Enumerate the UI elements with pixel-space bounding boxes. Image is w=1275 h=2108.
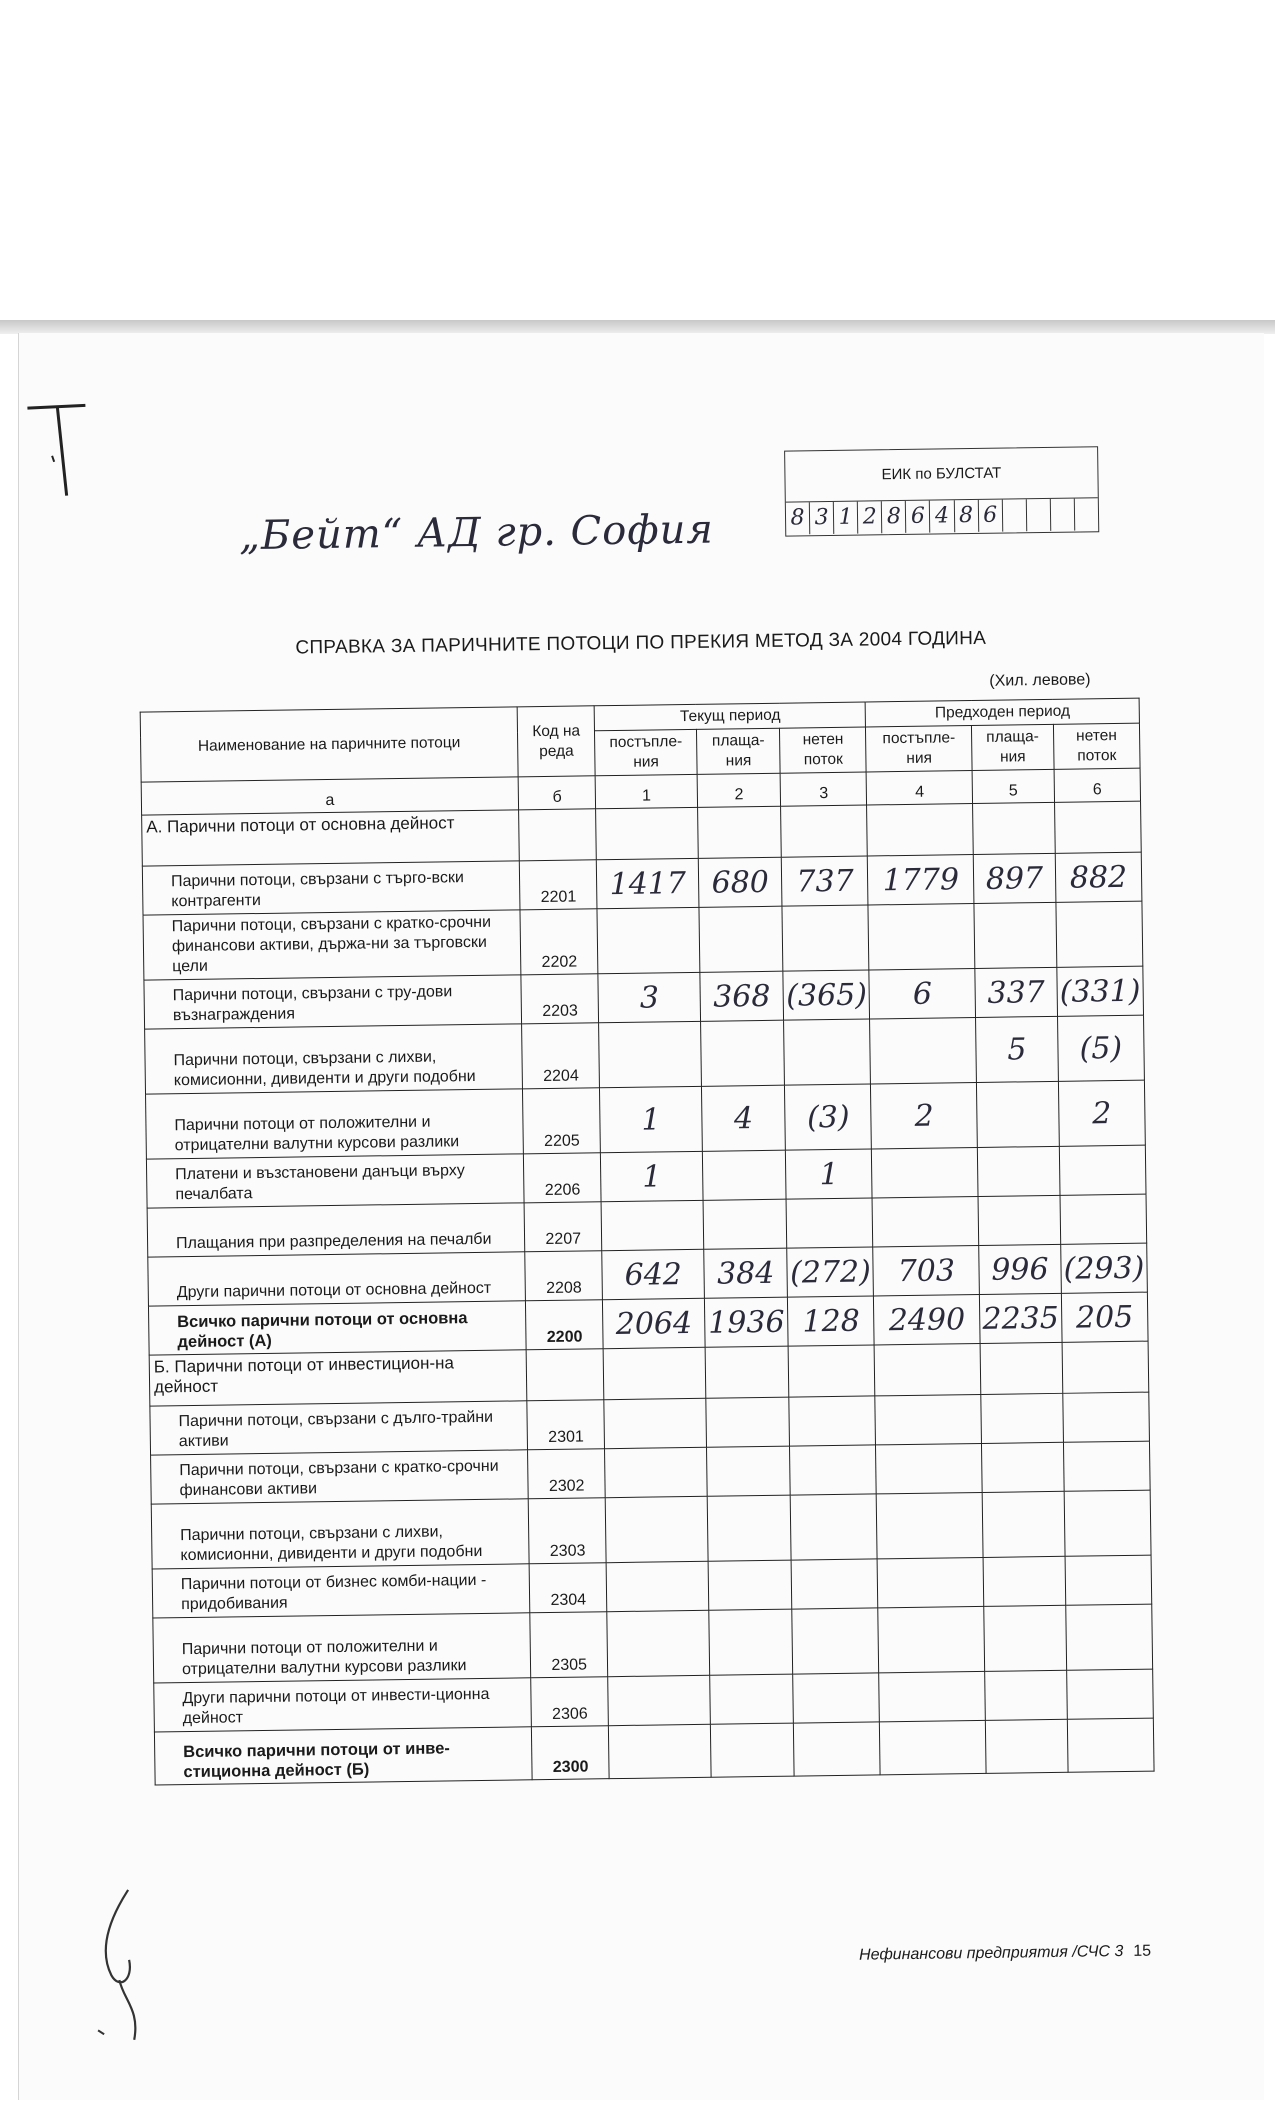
header-net-previous: нетен поток bbox=[1053, 723, 1140, 769]
value-cell: 205 bbox=[1061, 1292, 1148, 1342]
value-cell bbox=[707, 1495, 791, 1561]
value-cell bbox=[973, 802, 1055, 854]
signature-scribble bbox=[88, 1879, 170, 2050]
row-name: Парични потоци от положителни и отрицателни валутни курсови разлики bbox=[153, 1613, 531, 1683]
row-code: 2200 bbox=[525, 1300, 603, 1350]
value-cell: 680 bbox=[698, 857, 782, 907]
value-cell bbox=[606, 1561, 708, 1611]
value-cell: 384 bbox=[704, 1248, 788, 1298]
header-net-current: нетен поток bbox=[780, 727, 867, 773]
header-name: Наименование на паричните потоци bbox=[140, 707, 518, 782]
index-cell: 4 bbox=[867, 771, 973, 805]
row-code: 2208 bbox=[525, 1251, 603, 1301]
value-cell bbox=[781, 805, 868, 857]
value-cell bbox=[877, 1492, 983, 1558]
header-current: Текущ период bbox=[595, 702, 866, 731]
company-handwritten: „Бейт“ АД гр. София bbox=[238, 506, 715, 560]
eik-digit-cell: 8 bbox=[954, 500, 979, 532]
value-cell bbox=[788, 1345, 875, 1397]
row-name: Парични потоци, свързани с дълго-трайни активи bbox=[150, 1401, 528, 1455]
value-cell: (5) bbox=[1057, 1015, 1144, 1081]
row-code: 2304 bbox=[529, 1563, 607, 1613]
value-cell bbox=[792, 1608, 879, 1674]
value-cell: (293) bbox=[1061, 1243, 1148, 1293]
value-cell bbox=[699, 906, 783, 972]
value-cell bbox=[596, 807, 698, 859]
value-cell bbox=[974, 902, 1057, 968]
eik-digit-cell: 3 bbox=[810, 502, 835, 534]
eik-digit-cell: 6 bbox=[978, 500, 1003, 532]
value-cell: 2 bbox=[871, 1082, 977, 1148]
value-cell: (331) bbox=[1057, 966, 1144, 1016]
value-cell bbox=[786, 1198, 873, 1248]
value-cell bbox=[978, 1195, 1060, 1245]
eik-digit-cell bbox=[1027, 499, 1052, 531]
value-cell: 996 bbox=[979, 1244, 1061, 1294]
row-name: Платени и възстановени данъци върху печалбата bbox=[146, 1154, 524, 1208]
row-name: Парични потоци, свързани с кратко-срочни финансови активи, държа-ни за търговски цели bbox=[143, 910, 521, 980]
value-cell bbox=[980, 1342, 1062, 1394]
eik-digit-cell bbox=[1051, 499, 1076, 531]
report-title: СПРАВКА ЗА ПАРИЧНИТЕ ПОТОЦИ ПО ПРЕКИЯ МЕТОД ЗА 2004 ГОДИНА bbox=[295, 627, 987, 659]
value-cell bbox=[606, 1496, 708, 1562]
index-cell: 6 bbox=[1054, 768, 1141, 802]
row-code: 2302 bbox=[528, 1449, 606, 1499]
eik-digits bbox=[786, 498, 1098, 534]
cash-flow-table bbox=[140, 698, 1155, 1786]
eik-label: ЕИК по БУЛСТАТ bbox=[785, 447, 1098, 502]
value-cell bbox=[878, 1606, 984, 1672]
document-page bbox=[18, 333, 1264, 2100]
value-cell bbox=[601, 1200, 703, 1250]
value-cell: 3 bbox=[598, 972, 700, 1022]
value-cell bbox=[784, 1019, 871, 1085]
value-cell bbox=[710, 1674, 794, 1724]
value-cell bbox=[1065, 1555, 1152, 1605]
value-cell bbox=[791, 1494, 878, 1560]
value-cell bbox=[710, 1723, 794, 1777]
footer-text: Нефинансови предприятия /СЧС 3 bbox=[858, 1943, 1124, 1964]
value-cell bbox=[983, 1556, 1065, 1606]
value-cell bbox=[706, 1397, 790, 1447]
value-cell bbox=[1063, 1441, 1150, 1491]
margin-t-mark bbox=[21, 395, 93, 506]
value-cell: 703 bbox=[873, 1245, 979, 1295]
row-name: Парични потоци от бизнес комби-нации - придобивания bbox=[152, 1564, 530, 1618]
value-cell: 6 bbox=[869, 969, 975, 1019]
row-name: Други парични потоци от основна дейност bbox=[148, 1252, 526, 1306]
index-cell: 1 bbox=[596, 774, 698, 808]
value-cell bbox=[876, 1443, 982, 1493]
value-cell: 882 bbox=[1055, 852, 1142, 902]
value-cell bbox=[977, 1146, 1059, 1196]
row-code: 2206 bbox=[523, 1153, 601, 1203]
row-code: 2300 bbox=[531, 1726, 609, 1780]
header-code: Код на реда bbox=[517, 706, 595, 777]
code-cell bbox=[526, 1349, 604, 1401]
value-cell bbox=[982, 1442, 1064, 1492]
row-code: 2301 bbox=[527, 1400, 605, 1450]
value-cell: 4 bbox=[701, 1085, 785, 1151]
value-cell bbox=[867, 804, 973, 856]
value-cell: 1 bbox=[786, 1149, 873, 1199]
value-cell bbox=[791, 1559, 878, 1609]
value-cell bbox=[984, 1605, 1067, 1671]
value-cell bbox=[790, 1445, 877, 1495]
eik-digit-cell: 4 bbox=[930, 500, 955, 532]
value-cell: 1936 bbox=[704, 1297, 788, 1347]
eik-digit-cell: 8 bbox=[786, 502, 811, 534]
value-cell bbox=[703, 1199, 787, 1249]
value-cell: 737 bbox=[782, 856, 869, 906]
value-cell bbox=[1054, 801, 1141, 853]
value-cell bbox=[880, 1720, 986, 1774]
value-cell: 1 bbox=[601, 1151, 703, 1201]
page-number: 15 bbox=[1133, 1942, 1152, 1960]
value-cell bbox=[708, 1560, 792, 1610]
value-cell bbox=[1066, 1669, 1153, 1719]
row-code: 2201 bbox=[519, 860, 597, 910]
eik-digit-cell bbox=[1075, 498, 1099, 530]
code-cell bbox=[519, 809, 597, 861]
value-cell bbox=[875, 1394, 981, 1444]
eik-digit-cell: 8 bbox=[882, 501, 907, 533]
row-name: Парични потоци, свързани с лихви, комисионни, дивиденти и други подобни bbox=[145, 1024, 523, 1094]
row-code: 2203 bbox=[521, 974, 599, 1024]
row-code: 2305 bbox=[530, 1612, 608, 1678]
value-cell: 128 bbox=[788, 1296, 875, 1346]
section-title: Б. Парични потоци от инвестицион-на дейност bbox=[149, 1350, 527, 1406]
value-cell: 642 bbox=[602, 1249, 704, 1299]
value-cell: 897 bbox=[973, 853, 1055, 903]
row-name: Всичко парични потоци от инве-стиционна дейност (Б) bbox=[154, 1727, 532, 1785]
value-cell bbox=[873, 1196, 979, 1246]
value-cell bbox=[599, 1021, 701, 1087]
page-content bbox=[6, 324, 1275, 2108]
value-cell: 2 bbox=[1058, 1080, 1145, 1146]
value-cell bbox=[1056, 901, 1143, 967]
value-cell: 368 bbox=[700, 971, 784, 1021]
value-cell bbox=[1066, 1604, 1153, 1670]
value-cell bbox=[985, 1670, 1067, 1720]
eik-digit-cell: 2 bbox=[858, 501, 883, 533]
value-cell bbox=[870, 1018, 976, 1084]
value-cell bbox=[793, 1673, 880, 1723]
value-cell bbox=[1067, 1718, 1154, 1772]
eik-digit-cell: 1 bbox=[834, 502, 859, 534]
value-cell bbox=[597, 907, 699, 973]
value-cell bbox=[981, 1393, 1063, 1443]
row-code: 2202 bbox=[520, 909, 598, 975]
value-cell bbox=[789, 1396, 876, 1446]
value-cell: 1779 bbox=[868, 855, 974, 905]
row-code: 2207 bbox=[524, 1202, 602, 1252]
header-receipts-current: постъпле-ния bbox=[595, 729, 697, 775]
value-cell: 2064 bbox=[603, 1298, 705, 1348]
value-cell: (365) bbox=[783, 970, 870, 1020]
header-payments-current: плаща-ния bbox=[696, 728, 780, 774]
value-cell bbox=[709, 1609, 793, 1675]
eik-box bbox=[784, 446, 1099, 536]
value-cell: 2235 bbox=[979, 1293, 1061, 1343]
row-code: 2204 bbox=[522, 1023, 600, 1089]
value-cell bbox=[604, 1347, 706, 1399]
value-cell: 337 bbox=[975, 967, 1057, 1017]
eik-digit-cell: 6 bbox=[906, 501, 931, 533]
row-name: Парични потоци, свързани с търго-вски контрагенти bbox=[142, 861, 520, 915]
row-name: Всичко парични потоци от основна дейност (А) bbox=[148, 1301, 526, 1355]
index-cell: 2 bbox=[697, 773, 781, 807]
value-cell: (272) bbox=[787, 1247, 874, 1297]
table-body bbox=[141, 768, 1154, 1785]
index-cell: 5 bbox=[972, 769, 1054, 803]
value-cell bbox=[1062, 1341, 1149, 1393]
row-name: Парични потоци от положителни и отрицателни валутни курсови разлики bbox=[146, 1089, 524, 1159]
value-cell bbox=[872, 1147, 978, 1197]
value-cell: 5 bbox=[976, 1016, 1059, 1082]
row-code: 2306 bbox=[531, 1677, 609, 1727]
header-previous: Предходен период bbox=[866, 698, 1140, 727]
header-receipts-previous: постъпле-ния bbox=[866, 726, 972, 772]
index-cell: б bbox=[518, 776, 596, 810]
header-payments-previous: плаща-ния bbox=[971, 724, 1053, 770]
row-name: Парични потоци, свързани с тру-дови възнаграждения bbox=[144, 975, 522, 1029]
value-cell bbox=[705, 1346, 789, 1398]
row-name: Парични потоци, свързани с кратко-срочни финансови активи bbox=[151, 1450, 529, 1504]
value-cell bbox=[1063, 1392, 1150, 1442]
value-cell bbox=[976, 1081, 1059, 1147]
value-cell bbox=[794, 1722, 881, 1776]
value-cell bbox=[878, 1557, 984, 1607]
page-footer bbox=[859, 1943, 1151, 1965]
value-cell bbox=[982, 1491, 1065, 1557]
value-cell bbox=[706, 1446, 790, 1496]
index-cell: а bbox=[141, 777, 518, 815]
value-cell bbox=[607, 1610, 709, 1676]
value-cell bbox=[1059, 1145, 1146, 1195]
value-cell: 1417 bbox=[597, 858, 699, 908]
value-cell bbox=[605, 1447, 707, 1497]
value-cell: 1 bbox=[600, 1086, 702, 1152]
value-cell bbox=[608, 1675, 710, 1725]
value-cell bbox=[868, 904, 974, 970]
value-cell bbox=[875, 1343, 981, 1395]
value-cell bbox=[702, 1150, 786, 1200]
value-cell bbox=[985, 1719, 1068, 1773]
row-name: Парични потоци, свързани с лихви, комисионни, дивиденти и други подобни bbox=[151, 1499, 529, 1569]
value-cell bbox=[782, 905, 869, 971]
unit-label: (Хил. левове) bbox=[989, 671, 1091, 690]
value-cell bbox=[697, 806, 781, 858]
value-cell: (3) bbox=[785, 1084, 872, 1150]
value-cell bbox=[879, 1671, 985, 1721]
value-cell bbox=[604, 1398, 706, 1448]
value-cell bbox=[1060, 1194, 1147, 1244]
value-cell bbox=[609, 1724, 711, 1778]
row-name: Плащания при разпределения на печалби bbox=[147, 1203, 525, 1257]
value-cell bbox=[700, 1020, 784, 1086]
row-code: 2205 bbox=[522, 1088, 600, 1154]
row-code: 2303 bbox=[528, 1498, 606, 1564]
row-name: Други парични потоци от инвести-ционна дейност bbox=[154, 1678, 532, 1732]
value-cell bbox=[1064, 1490, 1151, 1556]
section-title: А. Парични потоци от основна дейност bbox=[142, 810, 520, 866]
index-cell: 3 bbox=[780, 772, 867, 806]
value-cell: 2490 bbox=[874, 1294, 980, 1344]
eik-digit-cell bbox=[1003, 499, 1028, 531]
